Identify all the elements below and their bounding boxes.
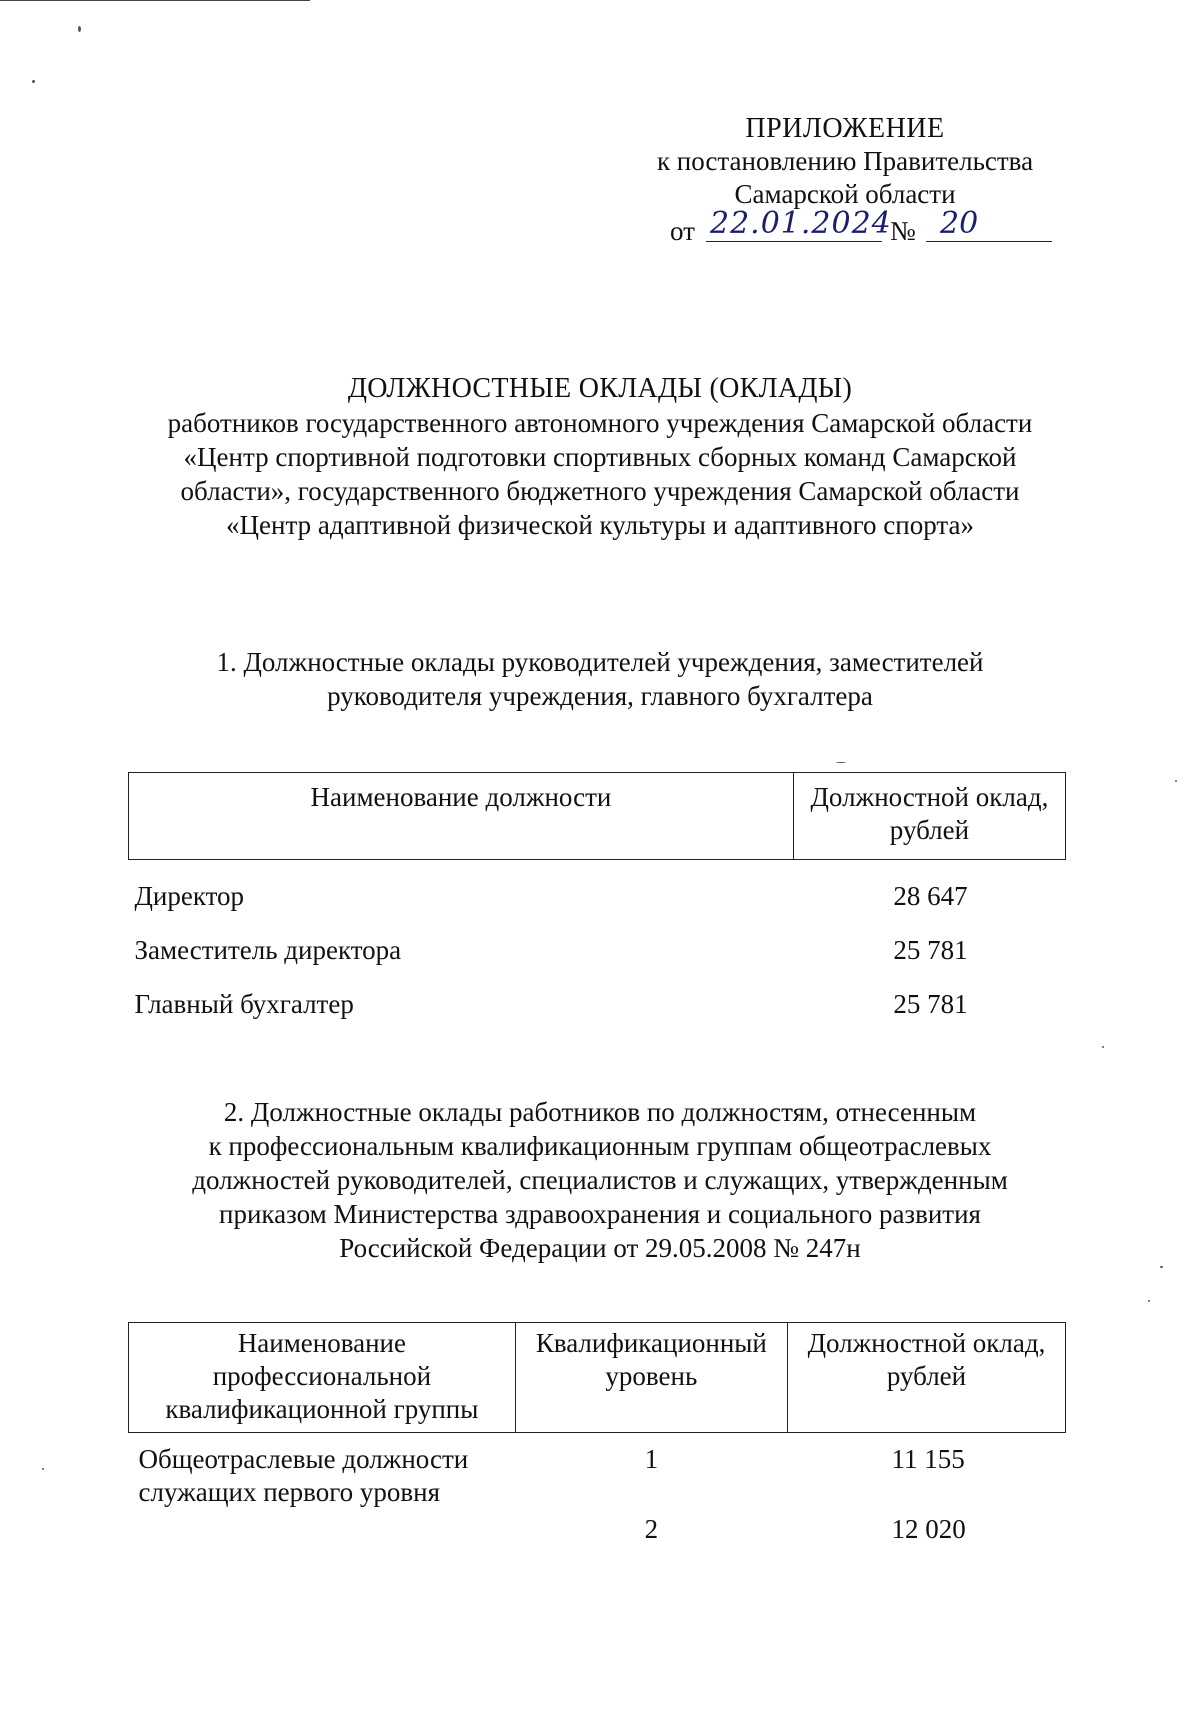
section-2-heading-line-1: 2. Должностные оклады работников по должностям, отнесенным [223, 1097, 977, 1127]
salary-value: 12 020 [891, 1514, 966, 1544]
scan-speck [836, 762, 846, 763]
section-1-heading-line-1: 1. Должностные оклады руководителей учреждения, заместителей [216, 647, 984, 677]
salary-value: 11 155 [891, 1444, 965, 1474]
table-row [129, 860, 1066, 915]
header-salary: Должностной оклад, рублей [787, 1323, 1065, 1433]
title-line-2: «Центр спортивной подготовки спортивных сборных команд Самарской [183, 442, 1017, 472]
number-prefix: № [890, 216, 916, 246]
position-name: Главный бухгалтер [134, 989, 354, 1019]
table-row [129, 914, 1066, 968]
scan-speck [1175, 780, 1177, 782]
salary-value: 25 781 [893, 935, 968, 965]
salary-value: 25 781 [893, 989, 968, 1019]
section-2-table [128, 1322, 1066, 1546]
scan-speck [32, 80, 35, 83]
title-line-3: области», государственного бюджетного учреждения Самарской области [180, 476, 1020, 506]
appendix-date-line [620, 206, 1070, 249]
header-position: Наименование должности [129, 773, 794, 860]
position-name: Заместитель директора [134, 935, 402, 965]
title-line-4: «Центр адаптивной физической культуры и адаптивного спорта» [226, 510, 974, 540]
group-name [129, 1509, 516, 1546]
title-line-1: работников государственного автономного учреждения Самарской области [167, 408, 1033, 438]
group-name: Общеотраслевые должности служащих первого уровня [138, 1444, 469, 1507]
section-1-heading-line-2: руководителя учреждения, главного бухгалтера [327, 681, 873, 711]
section-2-heading-line-4: приказом Министерства здравоохранения и социального развития [219, 1199, 981, 1229]
section-2-heading-line-5: Российской Федерации от 29.05.2008 № 247н [339, 1233, 861, 1263]
appendix-block [620, 112, 1070, 249]
scan-speck [42, 1468, 44, 1470]
scan-speck [1160, 1266, 1163, 1268]
document-title [100, 372, 1100, 542]
title-main: ДОЛЖНОСТНЫЕ ОКЛАДЫ (ОКЛАДЫ) [347, 373, 853, 404]
appendix-heading: ПРИЛОЖЕНИЕ [745, 113, 945, 144]
appendix-line-1: к постановлению Правительства [656, 146, 1034, 176]
salary-value: 28 647 [893, 881, 968, 911]
date-prefix: от [670, 216, 695, 246]
position-name: Директор [134, 881, 245, 911]
scan-speck [1148, 1300, 1150, 1302]
section-1-heading [100, 645, 1100, 713]
scan-speck [1102, 1046, 1104, 1048]
section-1-table [128, 772, 1066, 1022]
qualification-level: 2 [644, 1514, 659, 1544]
header-group: Наименование профессиональной квалификационной группы [129, 1323, 516, 1433]
handwritten-number: 20 [926, 207, 1052, 242]
scan-speck [78, 26, 81, 32]
section-2-heading [100, 1095, 1100, 1265]
table-row [129, 968, 1066, 1022]
header-salary: Должностной оклад, рублей [793, 773, 1065, 860]
appendix-line-2: Самарской области [734, 179, 956, 209]
table-row [129, 1509, 1066, 1546]
table-header-row [129, 773, 1066, 860]
header-level: Квалификационный уровень [515, 1323, 787, 1433]
handwritten-date: 22.01.2024 [706, 207, 882, 242]
section-2-heading-line-3: должностей руководителей, специалистов и служащих, утвержденным [192, 1165, 1008, 1195]
table-row [129, 1433, 1066, 1510]
section-2-heading-line-2: к профессиональным квалификационным группам общеотраслевых [208, 1131, 992, 1161]
qualification-level: 1 [644, 1444, 659, 1474]
table-header-row [129, 1323, 1066, 1433]
scan-edge-line [0, 0, 310, 1]
